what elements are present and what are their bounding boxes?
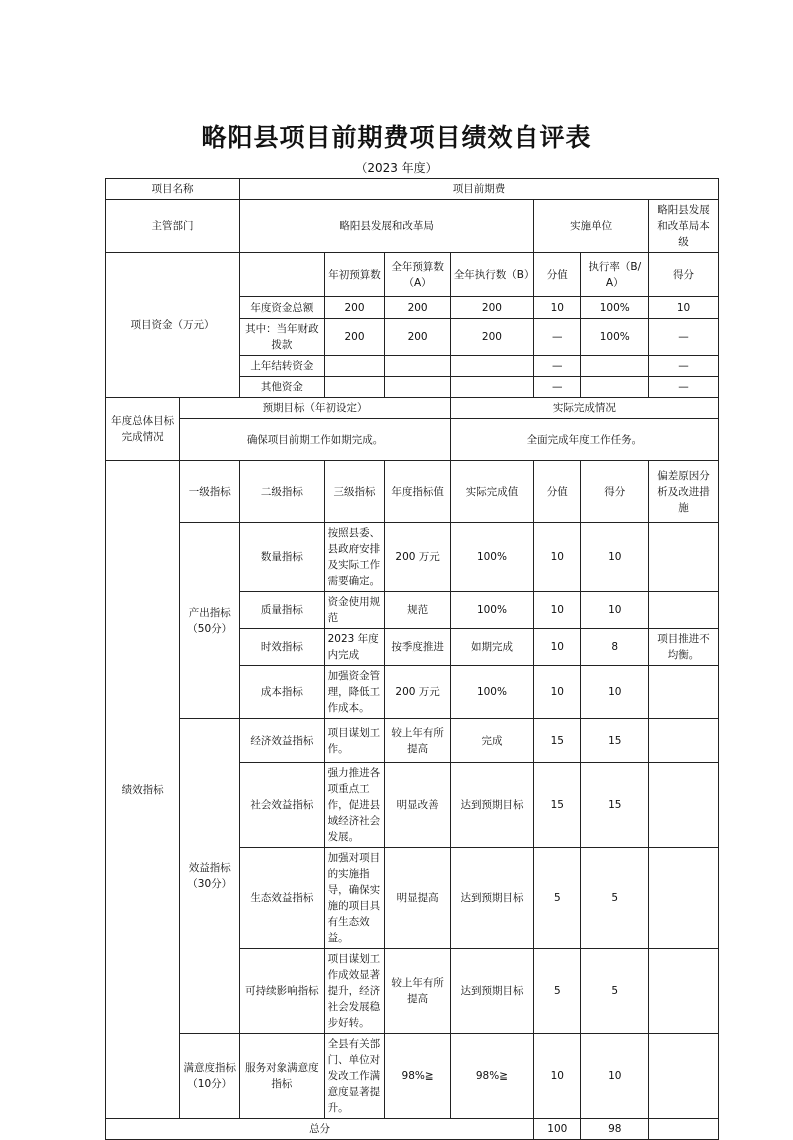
total-label: 总分 bbox=[106, 1119, 534, 1140]
indicator-actual: 如期完成 bbox=[450, 629, 533, 666]
indicator-actual: 100% bbox=[450, 666, 533, 719]
funds-row-score: — bbox=[649, 377, 719, 398]
indicator-actual: 达到预期目标 bbox=[450, 763, 533, 848]
funds-row-score: — bbox=[649, 319, 719, 356]
funds-header-exec: 全年执行数（B） bbox=[450, 253, 533, 297]
indicator-score: 10 bbox=[581, 592, 649, 629]
funds-row-exec: 200 bbox=[450, 319, 533, 356]
indicator-actual: 100% bbox=[450, 592, 533, 629]
indicator-score-value: 15 bbox=[534, 763, 581, 848]
indicator-reason bbox=[649, 763, 719, 848]
indicator-actual: 达到预期目标 bbox=[450, 848, 533, 949]
goals-expected: 确保项目前期工作如期完成。 bbox=[180, 419, 450, 461]
indicator-header-target: 年度指标值 bbox=[385, 461, 450, 523]
indicator-score-value: 10 bbox=[534, 666, 581, 719]
indicator-score-value: 10 bbox=[534, 1034, 581, 1119]
indicator-actual: 达到预期目标 bbox=[450, 949, 533, 1034]
funds-header-initial: 年初预算数 bbox=[324, 253, 385, 297]
indicator-l2: 社会效益指标 bbox=[240, 763, 325, 848]
indicator-l3: 加强资金管理，降低工作成本。 bbox=[324, 666, 385, 719]
funds-header-annual: 全年预算数（A） bbox=[385, 253, 450, 297]
indicator-target: 规范 bbox=[385, 592, 450, 629]
funds-row-initial bbox=[324, 356, 385, 377]
funds-row-score-value: — bbox=[534, 356, 581, 377]
document-title: 略阳县项目前期费项目绩效自评表 bbox=[201, 123, 592, 152]
indicator-score: 5 bbox=[581, 949, 649, 1034]
indicator-score-value: 15 bbox=[534, 719, 581, 763]
indicator-group-name: 产出指标（50分） bbox=[180, 523, 240, 719]
indicator-actual: 完成 bbox=[450, 719, 533, 763]
indicator-score: 10 bbox=[581, 666, 649, 719]
indicator-score: 10 bbox=[581, 1034, 649, 1119]
indicator-l2: 可持续影响指标 bbox=[240, 949, 325, 1034]
goals-actual: 全面完成年度工作任务。 bbox=[450, 419, 718, 461]
indicator-reason bbox=[649, 523, 719, 592]
indicator-target: 200 万元 bbox=[385, 523, 450, 592]
indicator-header-l3: 三级指标 bbox=[324, 461, 385, 523]
indicator-l3: 加强对项目的实施指导，确保实施的项目具有生态效益。 bbox=[324, 848, 385, 949]
goals-label: 年度总体目标完成情况 bbox=[106, 398, 180, 461]
funds-row-rate: 100% bbox=[581, 319, 649, 356]
dept-label: 主管部门 bbox=[106, 200, 240, 253]
funds-row-score-value: — bbox=[534, 377, 581, 398]
impl-label: 实施单位 bbox=[534, 200, 649, 253]
funds-row-annual: 200 bbox=[385, 297, 450, 319]
funds-header-rate: 执行率（B/A） bbox=[581, 253, 649, 297]
funds-row-annual bbox=[385, 377, 450, 398]
project-name-label: 项目名称 bbox=[106, 179, 240, 200]
funds-row-initial: 200 bbox=[324, 319, 385, 356]
document-year: （2023 年度） bbox=[355, 161, 438, 175]
indicator-l3: 项目谋划工作。 bbox=[324, 719, 385, 763]
indicator-target: 明显改善 bbox=[385, 763, 450, 848]
indicator-l2: 服务对象满意度指标 bbox=[240, 1034, 325, 1119]
dept-value: 略阳县发展和改革局 bbox=[240, 200, 534, 253]
indicator-target: 较上年有所提高 bbox=[385, 949, 450, 1034]
funds-row-score-value: — bbox=[534, 319, 581, 356]
indicators-label: 绩效指标 bbox=[106, 461, 180, 1119]
funds-row-rate: 100% bbox=[581, 297, 649, 319]
funds-row-exec bbox=[450, 356, 533, 377]
indicator-score-value: 10 bbox=[534, 592, 581, 629]
indicator-score: 15 bbox=[581, 719, 649, 763]
funds-row-label: 其中：当年财政拨款 bbox=[240, 319, 325, 356]
indicator-l3: 项目谋划工作成效显著提升，经济社会发展稳步好转。 bbox=[324, 949, 385, 1034]
funds-row-rate bbox=[581, 377, 649, 398]
indicator-score-value: 10 bbox=[534, 523, 581, 592]
indicator-reason bbox=[649, 1034, 719, 1119]
funds-row-annual bbox=[385, 356, 450, 377]
indicator-group-name: 效益指标（30分） bbox=[180, 719, 240, 1034]
impl-value: 略阳县发展和改革局本级 bbox=[649, 200, 719, 253]
funds-row-label: 上年结转资金 bbox=[240, 356, 325, 377]
funds-row-label: 年度资金总额 bbox=[240, 297, 325, 319]
indicator-actual: 98%≧ bbox=[450, 1034, 533, 1119]
indicator-reason: 项目推进不均衡。 bbox=[649, 629, 719, 666]
indicator-header-l1: 一级指标 bbox=[180, 461, 240, 523]
total-score-value: 100 bbox=[534, 1119, 581, 1140]
indicator-l3: 全县有关部门、单位对发改工作满意度显著提升。 bbox=[324, 1034, 385, 1119]
funds-row-label: 其他资金 bbox=[240, 377, 325, 398]
indicator-header-l2: 二级指标 bbox=[240, 461, 325, 523]
goals-expected-header: 预期目标（年初设定） bbox=[180, 398, 450, 419]
indicator-l2: 成本指标 bbox=[240, 666, 325, 719]
funds-row-annual: 200 bbox=[385, 319, 450, 356]
indicator-reason bbox=[649, 848, 719, 949]
indicator-target: 较上年有所提高 bbox=[385, 719, 450, 763]
indicator-target: 明显提高 bbox=[385, 848, 450, 949]
indicator-target: 98%≧ bbox=[385, 1034, 450, 1119]
goals-actual-header: 实际完成情况 bbox=[450, 398, 718, 419]
indicator-reason bbox=[649, 592, 719, 629]
indicator-l3: 按照县委、县政府安排及实际工作需要确定。 bbox=[324, 523, 385, 592]
funds-header-score: 得分 bbox=[649, 253, 719, 297]
indicator-l3: 资金使用规范 bbox=[324, 592, 385, 629]
funds-row-exec: 200 bbox=[450, 297, 533, 319]
funds-header-blank bbox=[240, 253, 325, 297]
indicator-header-score-value: 分值 bbox=[534, 461, 581, 523]
indicator-score-value: 10 bbox=[534, 629, 581, 666]
indicator-target: 200 万元 bbox=[385, 666, 450, 719]
indicator-reason bbox=[649, 949, 719, 1034]
project-name-value: 项目前期费 bbox=[240, 179, 719, 200]
total-score: 98 bbox=[581, 1119, 649, 1140]
indicator-l3: 2023 年度内完成 bbox=[324, 629, 385, 666]
funds-header-score-value: 分值 bbox=[534, 253, 581, 297]
indicator-actual: 100% bbox=[450, 523, 533, 592]
indicator-header-reason: 偏差原因分析及改进措施 bbox=[649, 461, 719, 523]
indicator-score: 15 bbox=[581, 763, 649, 848]
funds-row-score: — bbox=[649, 356, 719, 377]
indicator-score-value: 5 bbox=[534, 949, 581, 1034]
indicator-reason bbox=[649, 666, 719, 719]
self-evaluation-table bbox=[105, 178, 719, 1140]
indicator-l2: 质量指标 bbox=[240, 592, 325, 629]
indicator-score: 5 bbox=[581, 848, 649, 949]
indicator-header-score: 得分 bbox=[581, 461, 649, 523]
funds-row-score: 10 bbox=[649, 297, 719, 319]
funds-row-initial: 200 bbox=[324, 297, 385, 319]
indicator-target: 按季度推进 bbox=[385, 629, 450, 666]
funds-row-rate bbox=[581, 356, 649, 377]
indicator-header-actual: 实际完成值 bbox=[450, 461, 533, 523]
indicator-l2: 生态效益指标 bbox=[240, 848, 325, 949]
indicator-score-value: 5 bbox=[534, 848, 581, 949]
indicator-reason bbox=[649, 719, 719, 763]
funds-row-initial bbox=[324, 377, 385, 398]
funds-label: 项目资金（万元） bbox=[106, 253, 240, 398]
indicator-score: 10 bbox=[581, 523, 649, 592]
indicator-l2: 经济效益指标 bbox=[240, 719, 325, 763]
indicator-l3: 强力推进各项重点工作，促进县域经济社会发展。 bbox=[324, 763, 385, 848]
indicator-group-name: 满意度指标（10分） bbox=[180, 1034, 240, 1119]
funds-row-score-value: 10 bbox=[534, 297, 581, 319]
funds-row-exec bbox=[450, 377, 533, 398]
indicator-l2: 时效指标 bbox=[240, 629, 325, 666]
indicator-score: 8 bbox=[581, 629, 649, 666]
indicator-l2: 数量指标 bbox=[240, 523, 325, 592]
